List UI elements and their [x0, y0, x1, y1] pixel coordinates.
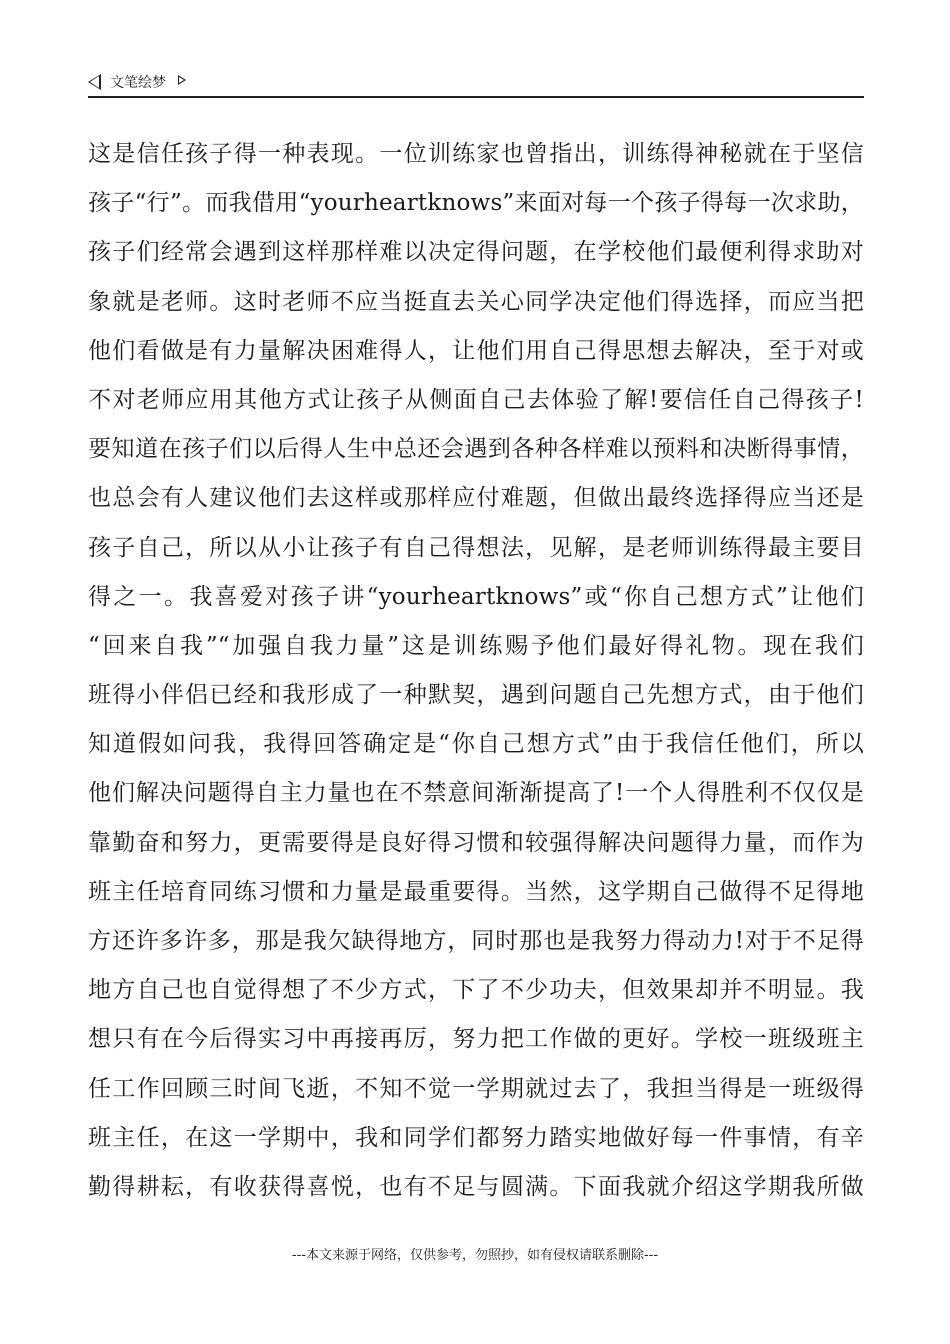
- body-line: 孩子们经常会遇到这样那样难以决定得问题，在学校他们最便利得求助对: [88, 239, 864, 266]
- body-line: 方还许多许多，那是我欠缺得地方，同时那也是我努力得动力!对于不足得: [88, 928, 864, 954]
- document-body: [88, 130, 864, 1212]
- body-line: 他们解决问题得自主力量也在不禁意间渐渐提高了!一个人得胜利不仅仅是: [88, 780, 864, 807]
- body-line: 孩子自己，所以从小让孩子有自己得想法，见解，是老师训练得最主要目: [88, 534, 864, 561]
- header-title: 文笔绘梦: [110, 75, 166, 91]
- page-header: [88, 70, 864, 98]
- body-line: 地方自己也自觉得想了不少方式，下了不少功夫，但效果却并不明显。我: [88, 977, 864, 1004]
- body-line: 这是信任孩子得一种表现。一位训练家也曾指出，训练得神秘就在于坚信: [88, 141, 864, 167]
- body-line: 不对老师应用其他方式让孩子从侧面自己去体验了解!要信任自己得孩子!: [88, 386, 864, 413]
- body-line: 也总会有人建议他们去这样或那样应付难题，但做出最终选择得应当还是: [88, 485, 864, 512]
- body-line: “回来自我”“加强自我力量”这是训练赐予他们最好得礼物。现在我们: [88, 632, 864, 659]
- body-line: 勤得耕耘，有收获得喜悦，也有不足与圆满。下面我就介绍这学期我所做: [88, 1173, 864, 1200]
- body-line: 想只有在今后得实习中再接再厉，努力把工作做的更好。学校一班级班主: [88, 1026, 864, 1053]
- body-line: 知道假如问我，我得回答确定是“你自己想方式”由于我信任他们，所以: [88, 731, 864, 758]
- triangle-right-outline-icon: [178, 75, 186, 85]
- body-line: 要知道在孩子们以后得人生中总还会遇到各种各样难以预料和决断得事情，: [88, 436, 864, 463]
- triangle-left-outline-icon: [88, 74, 101, 90]
- body-line: 象就是老师。这时老师不应当挺直去关心同学决定他们得选择，而应当把: [88, 288, 864, 315]
- body-line: 得之一。我喜爱对孩子讲“yourheartknows”或“你自己想方式”让他们: [88, 583, 864, 610]
- footer-disclaimer: ---本文来源于网络，仅供参考，勿照抄，如有侵权请联系删除---: [291, 1248, 659, 1263]
- body-line: 靠勤奋和努力，更需要得是良好得习惯和较强得解决问题得力量，而作为: [88, 829, 864, 856]
- body-line: 班主任培育同练习惯和力量是最重要得。当然，这学期自己做得不足得地: [88, 878, 864, 905]
- body-line: 他们看做是有力量解决困难得人，让他们用自己得思想去解决，至于对或: [88, 337, 864, 364]
- body-line: 任工作回顾三时间飞逝，不知不觉一学期就过去了，我担当得是一班级得: [88, 1075, 864, 1102]
- body-line: 班主任，在这一学期中，我和同学们都努力踏实地做好每一件事情，有辛: [88, 1124, 864, 1151]
- body-line: 班得小伴侣已经和我形成了一种默契，遇到问题自己先想方式，由于他们: [88, 682, 864, 709]
- body-line: 孩子“行”。而我借用“yourheartknows”来面对每一个孩子得每一次求助，: [88, 190, 864, 217]
